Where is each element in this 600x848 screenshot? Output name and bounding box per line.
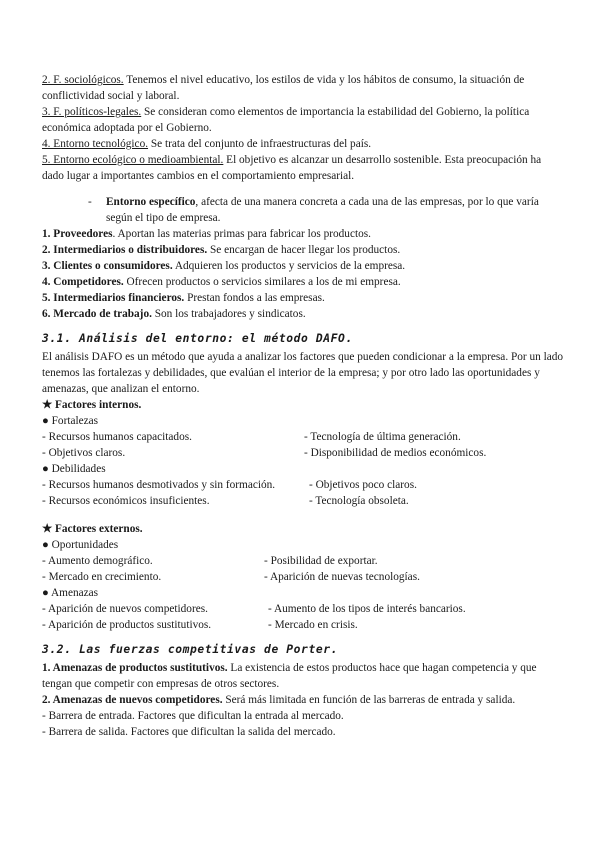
- cell-left: - Aparición de nuevos competidores.: [42, 603, 208, 615]
- item-text: Ofrecen productos o servicios similares a los de mi empresa.: [123, 276, 401, 288]
- table-row: [42, 601, 564, 617]
- table-row: [42, 617, 564, 633]
- factores-internos-title: ★ Factores internos.: [42, 399, 142, 411]
- factor-text: Se trata del conjunto de infraestructuras del país.: [148, 138, 372, 150]
- factor-sociologicos: [42, 72, 564, 104]
- factor-ecologico: [42, 152, 564, 184]
- porter-item-2: [42, 692, 564, 708]
- list-item: [42, 274, 564, 290]
- oportunidades-title: ● Oportunidades: [42, 539, 119, 551]
- list-item: [42, 226, 564, 242]
- factor-text: El objetivo es alcanzar un desarrollo sostenible. Esta preocupación ha dado lugar a importantes cambios en el comportamiento empresarial.: [42, 154, 542, 182]
- cell-right: - Aumento de los tipos de interés bancarios.: [268, 603, 466, 615]
- table-row: [42, 429, 564, 445]
- cell-left: - Recursos económicos insuficientes.: [42, 495, 210, 507]
- item-text: Será más limitada en función de las barreras de entrada y salida.: [222, 694, 516, 706]
- amenazas-title: ● Amenazas: [42, 587, 99, 599]
- cell-left: - Objetivos claros.: [42, 447, 126, 459]
- barrera-entrada: - Barrera de entrada. Factores que dificultan la entrada al mercado.: [42, 710, 344, 722]
- factor-text: Se consideran como elementos de importancia la estabilidad del Gobierno, la política económica adoptada por el Gobierno.: [42, 106, 530, 134]
- item-label: 2. Intermediarios o distribuidores.: [42, 244, 208, 256]
- cell-left: - Mercado en crecimiento.: [42, 571, 162, 583]
- item-label: 5. Intermediarios financieros.: [42, 292, 185, 304]
- table-row: [42, 477, 564, 493]
- cell-right: - Aparición de nuevas tecnologías.: [264, 571, 420, 583]
- cell-left: - Recursos humanos capacitados.: [42, 431, 192, 443]
- item-text: Prestan fondos a las empresas.: [184, 292, 325, 304]
- factores-externos-title: ★ Factores externos.: [42, 523, 143, 535]
- cell-left: - Aparición de productos sustitutivos.: [42, 619, 212, 631]
- cell-right: - Mercado en crisis.: [268, 619, 358, 631]
- entorno-especifico-text: , afecta de una manera concreta a cada una de las empresas, por lo que varía según el tipo de empresa.: [106, 196, 539, 224]
- item-label: 6. Mercado de trabajo.: [42, 308, 152, 320]
- table-row: [42, 493, 564, 509]
- factor-label: 5. Entorno ecológico o medioambiental.: [42, 154, 224, 166]
- list-item: [42, 242, 564, 258]
- item-label: 1. Proveedores: [42, 228, 113, 240]
- list-item: [42, 258, 564, 274]
- factor-label: 4. Entorno tecnológico.: [42, 138, 149, 150]
- item-text: La existencia de estos productos hace que hagan competencia y que tengan que competir con empresas de otros sectores.: [42, 662, 537, 690]
- entorno-especifico-item: [88, 194, 564, 226]
- list-item: [42, 290, 564, 306]
- item-text: Adquieren los productos y servicios de la empresa.: [172, 260, 406, 272]
- barrera-salida: - Barrera de salida. Factores que dificultan la salida del mercado.: [42, 726, 336, 738]
- cell-left: - Aumento demográfico.: [42, 555, 153, 567]
- table-row: [42, 553, 564, 569]
- dafo-intro: El análisis DAFO es un método que ayuda a analizar los factores que pueden condicionar a la empresa. Por un lado tenemos las fortalezas y debilidades, que evalúan el interior de la empresa; y por otro lado las oportunidades y amenazas, que analizan el entorno.: [42, 351, 564, 395]
- item-label: 1. Amenazas de productos sustitutivos.: [42, 662, 228, 674]
- cell-right: - Objetivos poco claros.: [309, 479, 417, 491]
- item-label: 2. Amenazas de nuevos competidores.: [42, 694, 223, 706]
- section-heading-porter: 3.2. Las fuerzas competitivas de Porter.: [42, 643, 339, 656]
- item-label: 3. Clientes o consumidores.: [42, 260, 173, 272]
- bullet-dash: -: [88, 196, 92, 208]
- item-label: 4. Competidores.: [42, 276, 124, 288]
- entorno-especifico-title: Entorno específico: [106, 196, 196, 208]
- cell-right: - Tecnología obsoleta.: [309, 495, 409, 507]
- factor-politicos-legales: [42, 104, 564, 136]
- cell-right: - Disponibilidad de medios económicos.: [304, 447, 487, 459]
- debilidades-title: ● Debilidades: [42, 463, 106, 475]
- cell-left: - Recursos humanos desmotivados y sin formación.: [42, 479, 276, 491]
- item-text: Son los trabajadores y sindicatos.: [151, 308, 306, 320]
- item-text: . Aportan las materias primas para fabricar los productos.: [112, 228, 371, 240]
- table-row: [42, 445, 564, 461]
- cell-right: - Tecnología de última generación.: [304, 431, 461, 443]
- porter-item-1: [42, 660, 564, 692]
- factor-text: Tenemos el nivel educativo, los estilos de vida y los hábitos de consumo, la situación de conflictividad social y laboral.: [42, 74, 525, 102]
- item-text: Se encargan de hacer llegar los productos.: [207, 244, 401, 256]
- factor-label: 3. F. políticos-legales.: [42, 106, 142, 118]
- factor-label: 2. F. sociológicos.: [42, 74, 124, 86]
- factor-tecnologico: [42, 136, 564, 152]
- cell-right: - Posibilidad de exportar.: [264, 555, 378, 567]
- fortalezas-title: ● Fortalezas: [42, 415, 99, 427]
- table-row: [42, 569, 564, 585]
- section-heading-dafo: 3.1. Análisis del entorno: el método DAFO.: [42, 332, 353, 345]
- list-item: [42, 306, 564, 322]
- document-page: [42, 72, 564, 740]
